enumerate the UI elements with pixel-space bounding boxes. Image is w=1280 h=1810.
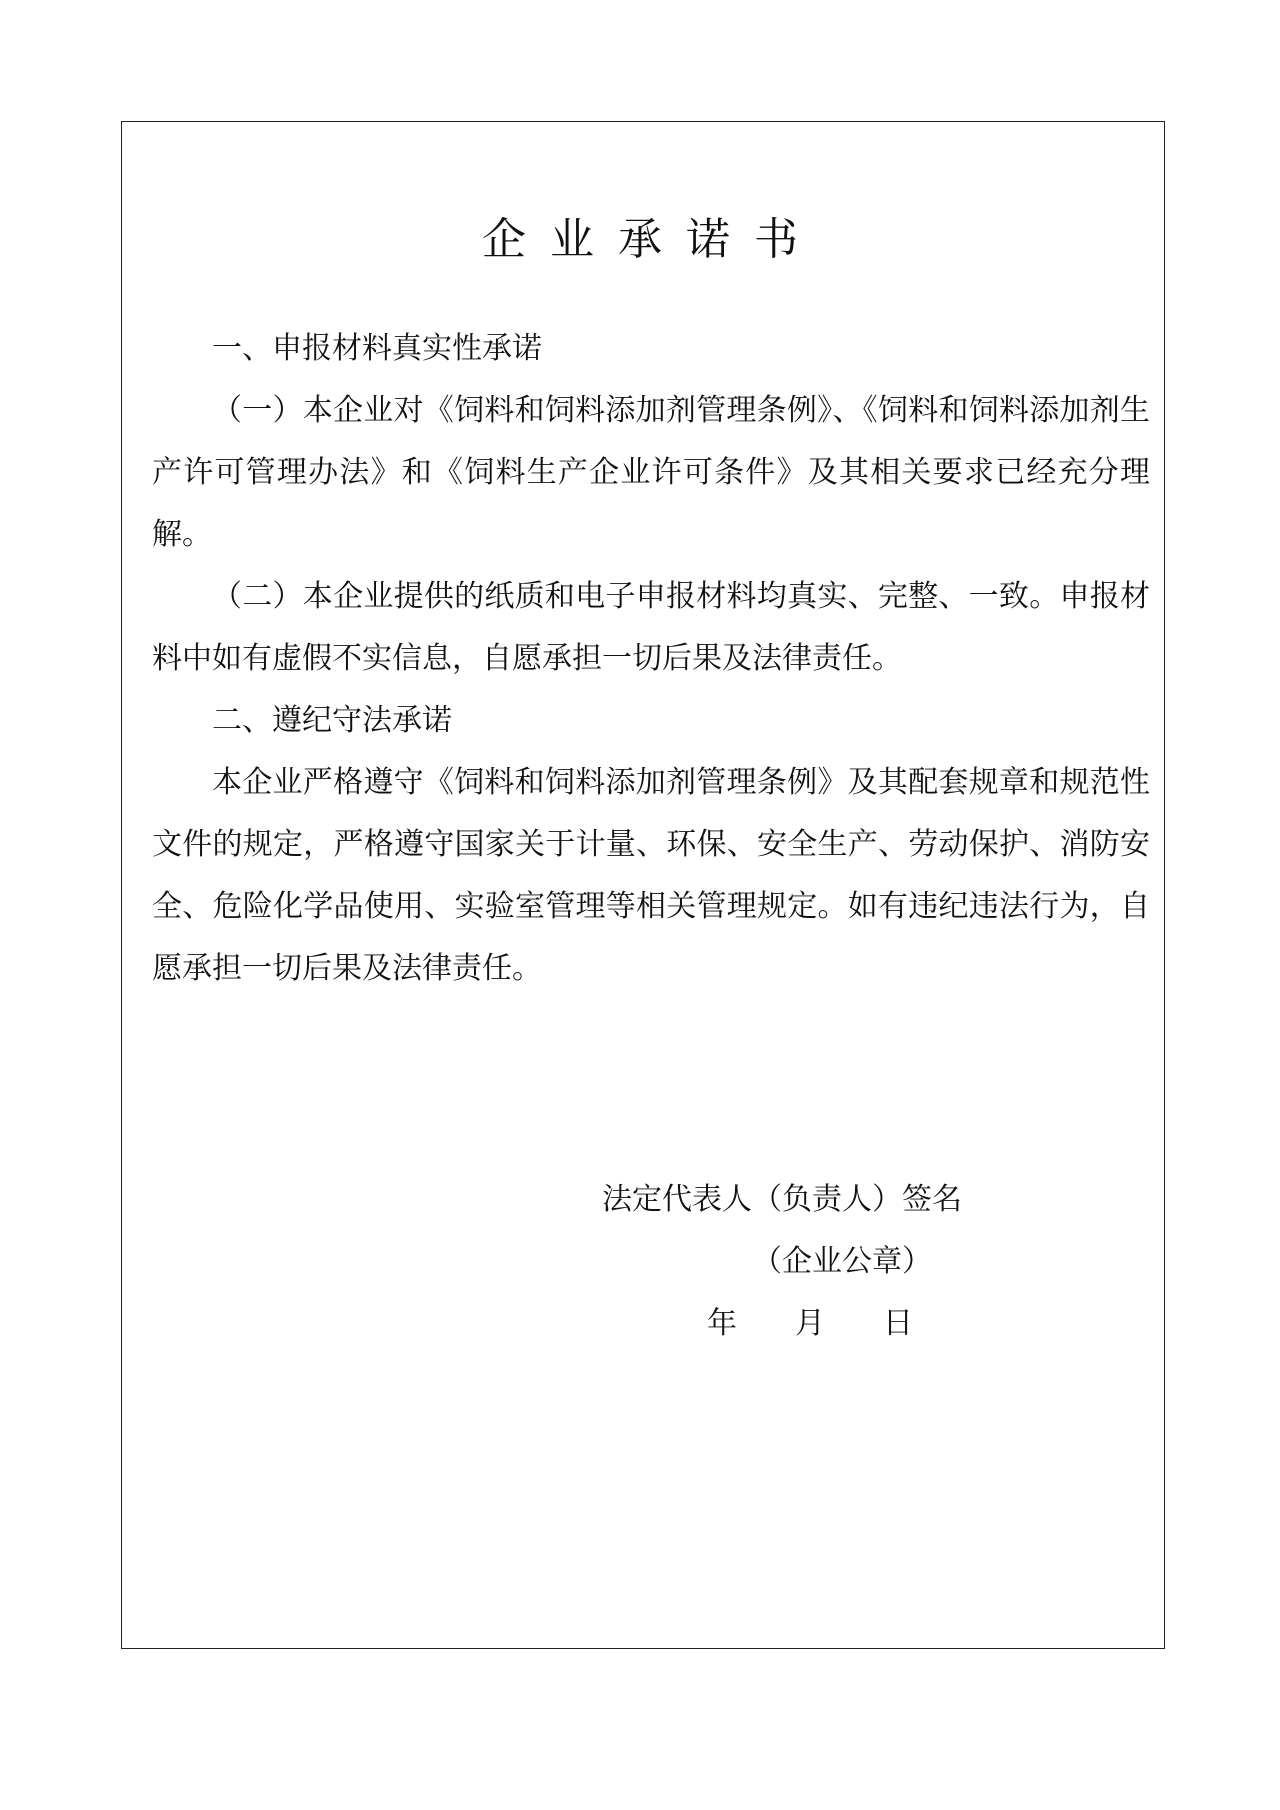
paragraph-2-1: 本企业严格遵守《饲料和饲料添加剂管理条例》及其配套规章和规范性文件的规定，严格遵守国家关于计量、环保、安全生产、劳动保护、消防安全、危险化学品使用、实验室管理等相关管理规定。如有违纪违法行为，自愿承担一切后果及法律责任。 <box>152 765 1150 986</box>
signature-label: 法定代表人（负责人）签名 <box>602 1182 962 1217</box>
date-line <box>707 1304 913 1344</box>
month-label: 月 <box>795 1306 825 1341</box>
section-heading-1: 一、申报材料真实性承诺 <box>212 331 542 366</box>
document-title: 企业承诺书 <box>482 214 822 265</box>
year-label: 年 <box>707 1306 737 1341</box>
document-body <box>152 318 1150 1000</box>
day-label: 日 <box>883 1306 913 1341</box>
paragraph-1-2: （二）本企业提供的纸质和电子申报材料均真实、完整、一致。申报材料中如有虚假不实信息，自愿承担一切后果及法律责任。 <box>152 579 1150 676</box>
company-seal-label: （企业公章） <box>752 1244 932 1279</box>
paragraph-1-1: （一）本企业对《饲料和饲料添加剂管理条例》、《饲料和饲料添加剂生产许可管理办法》和《饲料生产企业许可条件》及其相关要求已经充分理解。 <box>152 393 1150 552</box>
section-heading-2: 二、遵纪守法承诺 <box>212 703 452 738</box>
